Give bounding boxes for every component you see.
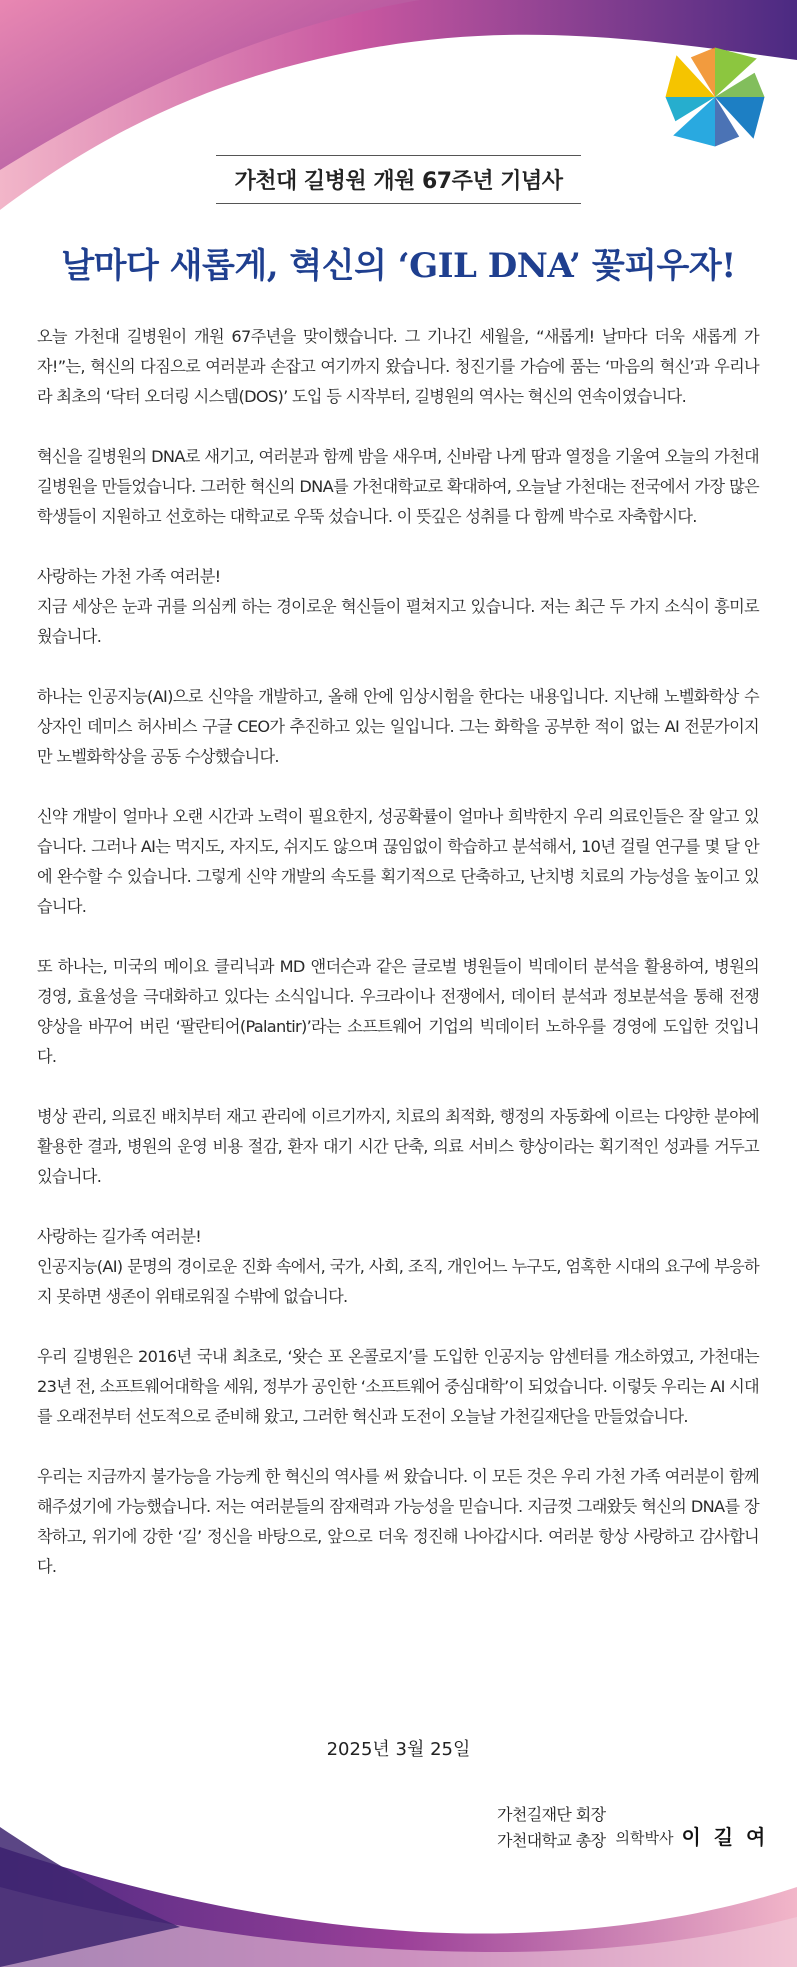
paragraph-text: 또 하나는, 미국의 메이요 클리닉과 MD 앤더슨과 같은 글로벌 병원들이 빅데이터 분석을 활용하여, 병원의 경영, 효율성을 극대화하고 있다는 소식입니다. 우크라이나 전쟁에서, 데이터 분석과 정보분석을 통해 전쟁 양상을 바꾸어 버린 ‘팔란티어(Palantir)’라는 소프트웨어 기업의 빅데이터 노하우를 경영에 도입한 것입니다. xyxy=(37,957,759,1066)
paragraph xyxy=(37,562,759,652)
signature-degree: 의학박사 xyxy=(615,1828,674,1847)
paragraph-salutation: 사랑하는 가천 가족 여러분! xyxy=(37,567,221,586)
speech-body xyxy=(37,322,759,1612)
paragraph xyxy=(37,1102,759,1192)
header-block xyxy=(0,155,797,287)
paragraph-text: 인공지능(AI) 문명의 경이로운 진화 속에서, 국가, 사회, 조직, 개인어느 누구도, 엄혹한 시대의 요구에 부응하지 못하면 생존이 위태로워질 수밖에 없습니다. xyxy=(37,1257,759,1306)
paragraph xyxy=(37,682,759,772)
paragraph-salutation: 사랑하는 길가족 여러분! xyxy=(37,1227,202,1246)
paragraph-text: 병상 관리, 의료진 배치부터 재고 관리에 이르기까지, 치료의 최적화, 행정의 자동화에 이르는 다양한 분야에 활용한 결과, 병원의 운영 비용 절감, 환자 대기 시간 단축, 의료 서비스 향상이라는 획기적인 성과를 거두고 있습니다. xyxy=(37,1107,759,1186)
paragraph xyxy=(37,802,759,922)
page-title: 날마다 새롭게, 혁신의 ‘GIL DNA’ 꽃피우자! xyxy=(61,246,736,286)
subtitle-frame xyxy=(216,155,580,204)
signature-title-1: 가천길재단 회장 xyxy=(497,1805,606,1824)
paragraph-text: 우리 길병원은 2016년 국내 최초로, ‘왓슨 포 온콜로지’를 도입한 인공지능 암센터를 개소하였고, 가천대는 23년 전, 소프트웨어대학을 세워, 정부가 공인한 ‘소프트웨어 중심대학’이 되었습니다. 이렇듯 우리는 AI 시대를 오래전부터 선도적으로 준비해 왔고, 그러한 혁신과 도전이 오늘날 가천길재단을 만들었습니다. xyxy=(37,1347,759,1426)
paragraph-text: 하나는 인공지능(AI)으로 신약을 개발하고, 올해 안에 임상시험을 한다는 내용입니다. 지난해 노벨화학상 수상자인 데미스 허사비스 구글 CEO가 추진하고 있는 일입니다. 그는 화학을 공부한 적이 없는 AI 전문가이지만 노벨화학상을 공동 수상했습니다. xyxy=(37,687,759,766)
paragraph xyxy=(37,322,759,412)
page-subtitle: 가천대 길병원 개원 67주년 기념사 xyxy=(234,169,563,194)
pinwheel-icon xyxy=(660,42,770,152)
paragraph-text: 우리는 지금까지 불가능을 가능케 한 혁신의 역사를 써 왔습니다. 이 모든 것은 우리 가천 가족 여러분이 함께 해주셨기에 가능했습니다. 저는 여러분들의 잠재력과 가능성을 믿습니다. 지금껏 그래왔듯 혁신의 DNA를 장착하고, 위기에 강한 ‘길’ 정신을 바탕으로, 앞으로 더욱 정진해 나아갑시다. 여러분 항상 사랑하고 감사합니다. xyxy=(37,1467,759,1576)
bottom-decoration xyxy=(0,1827,797,1967)
paragraph-text: 지금 세상은 눈과 귀를 의심케 하는 경이로운 혁신들이 펼쳐지고 있습니다. 저는 최근 두 가지 소식이 흥미로웠습니다. xyxy=(37,597,759,646)
paragraph-text: 신약 개발이 얼마나 오랜 시간과 노력이 필요한지, 성공확률이 얼마나 희박한지 우리 의료인들은 잘 알고 있습니다. 그러나 AI는 먹지도, 자지도, 쉬지도 않으며 끊임없이 학습하고 분석해서, 10년 걸릴 연구를 몇 달 안에 완수할 수 있습니다. 그렇게 신약 개발의 속도를 획기적으로 단축하고, 난치병 치료의 가능성을 높이고 있습니다. xyxy=(37,807,759,916)
signature-title-2: 가천대학교 총장 xyxy=(497,1831,606,1850)
paragraph xyxy=(37,952,759,1072)
signature-name: 이 길 여 xyxy=(681,1824,769,1849)
paragraph xyxy=(37,442,759,532)
paragraph-text: 혁신을 길병원의 DNA로 새기고, 여러분과 함께 밤을 새우며, 신바람 나게 땀과 열정을 기울여 오늘의 가천대 길병원을 만들었습니다. 그러한 혁신의 DNA를 가천대학교로 확대하여, 오늘날 가천대는 전국에서 가장 많은 학생들이 지원하고 선호하는 대학교로 우뚝 섰습니다. 이 뜻깊은 성취를 다 함께 박수로 자축합시다. xyxy=(37,447,759,526)
paragraph xyxy=(37,1342,759,1432)
paragraph xyxy=(37,1462,759,1582)
paragraph xyxy=(37,1222,759,1312)
speech-date: 2025년 3월 25일 xyxy=(326,1739,471,1760)
paragraph-text: 오늘 가천대 길병원이 개원 67주년을 맞이했습니다. 그 기나긴 세월을, “새롭게! 날마다 더욱 새롭게 가자!”는, 혁신의 다짐으로 여러분과 손잡고 여기까지 왔습니다. 청진기를 가슴에 품는 ‘마음의 혁신’과 우리나라 최초의 ‘닥터 오더링 시스템(DOS)’ 도입 등 시작부터, 길병원의 역사는 혁신의 연속이였습니다. xyxy=(37,327,759,406)
